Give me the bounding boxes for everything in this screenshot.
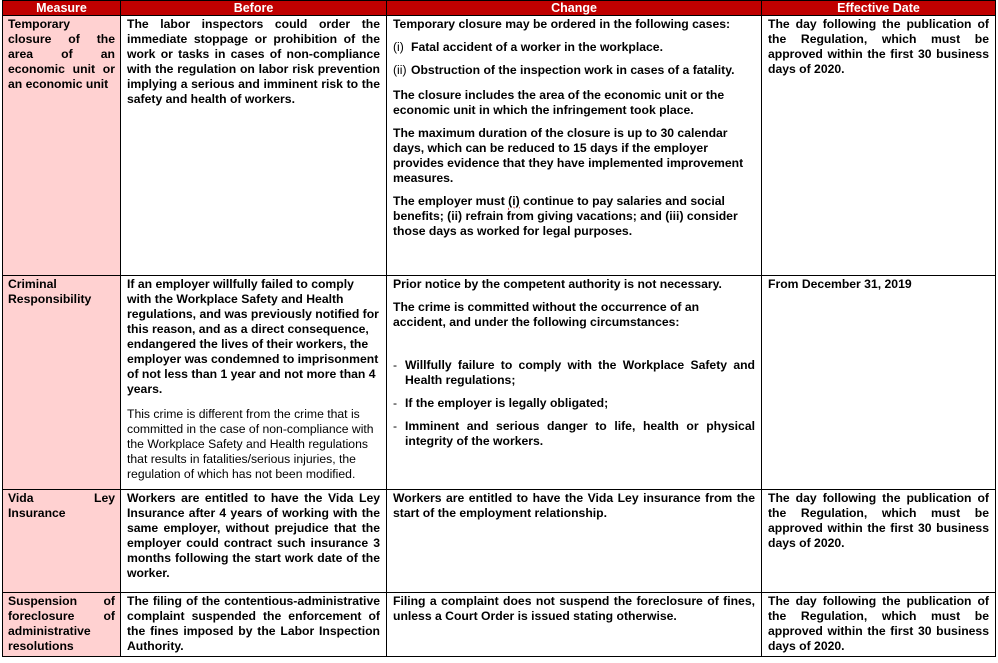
effective-date-cell: The day following the publication of the Regulation, which must be approved within the first 30 business days of 2020. (762, 593, 996, 657)
before-cell (121, 276, 387, 490)
before-cell: The labor inspectors could order the immediate stoppage or prohibition of the work or tasks in cases of non-compliance with the regulation on labor risk prevention implying a serious and imminent risk to the safety and health of workers. (121, 16, 387, 276)
header-row (3, 1, 996, 16)
change-paragraph: The crime is committed without the occurrence of an accident, and under the following circumstances: (393, 300, 700, 329)
before-cell: Workers are entitled to have the Vida Ley Insurance after 4 years of working with the same employer, without prejudice that the employer could contract such insurance 3 months following the start work date of the worker. (121, 490, 387, 593)
change-cell (387, 276, 762, 490)
measure-cell: Temporary closure of the area of an economic unit or an economic unit (3, 16, 121, 276)
header-change: Change (387, 1, 762, 16)
before-cell: The filing of the contentious-administrative complaint suspended the enforcement of the fines imposed by the Labor Inspection Authority. (121, 593, 387, 657)
table-row (3, 16, 996, 276)
change-cell (387, 16, 762, 276)
list-item: - Imminent and serious danger to life, health or physical integrity of the workers. (393, 419, 755, 448)
before-paragraph: If an employer willfully failed to comply with the Workplace Safety and Health regulations, and was previously notified for this reason, and as a direct consequence, endangered the lives of their workers, the employer was condemned to imprisonment of not less than 1 year and not more than 4 years. (127, 277, 379, 396)
change-paragraph: The employer must (i) continue to pay salaries and social benefits; (ii) refrain from giving vacations; and (iii) consider those days as worked for legal purposes. (393, 194, 738, 238)
header-effective-date: Effective Date (762, 1, 996, 16)
measure-cell: Criminal Responsibility (3, 276, 121, 490)
change-paragraph: The closure includes the area of the economic unit or the economic unit in which the infringement took place. (393, 88, 725, 117)
before-note: This crime is different from the crime that is committed in the case of non-compliance with the Workplace Safety and Health regulations that results in fatalities/serious injuries, the regulation of which has not been modified. (127, 407, 374, 481)
effective-date-cell: The day following the publication of the Regulation, which must be approved within the first 30 business days of 2020. (762, 490, 996, 593)
effective-date-cell: The day following the publication of the Regulation, which must be approved within the first 30 business days of 2020. (762, 16, 996, 276)
case-item: (i) Fatal accident of a worker in the workplace. (393, 40, 663, 54)
measure-cell: Suspension of foreclosure of administrative resolutions (3, 593, 121, 657)
change-paragraph: The maximum duration of the closure is up to 30 calendar days, which can be reduced to 15 days if the employer provides evidence that they have implemented improvement measures. (393, 126, 744, 185)
change-paragraph: Prior notice by the competent authority is not necessary. (393, 277, 722, 291)
header-measure: Measure (3, 1, 121, 16)
list-item: - If the employer is legally obligated; (393, 396, 609, 410)
change-cell: Filing a complaint does not suspend the foreclosure of fines, unless a Court Order is issued stating otherwise. (387, 593, 762, 657)
effective-date-cell: From December 31, 2019 (762, 276, 996, 490)
labor-reform-table (2, 0, 996, 657)
list-item: - Willfully failure to comply with the Workplace Safety and Health regulations; (393, 358, 755, 387)
measure-cell: Vida Ley Insurance (3, 490, 121, 593)
change-cell: Workers are entitled to have the Vida Ley insurance from the start of the employment relationship. (387, 490, 762, 593)
header-before: Before (121, 1, 387, 16)
change-intro: Temporary closure may be ordered in the following cases: (393, 17, 731, 31)
case-item: (ii) Obstruction of the inspection work in cases of a fatality. (393, 63, 735, 77)
table-row (3, 593, 996, 657)
table-row (3, 490, 996, 593)
table-row (3, 276, 996, 490)
